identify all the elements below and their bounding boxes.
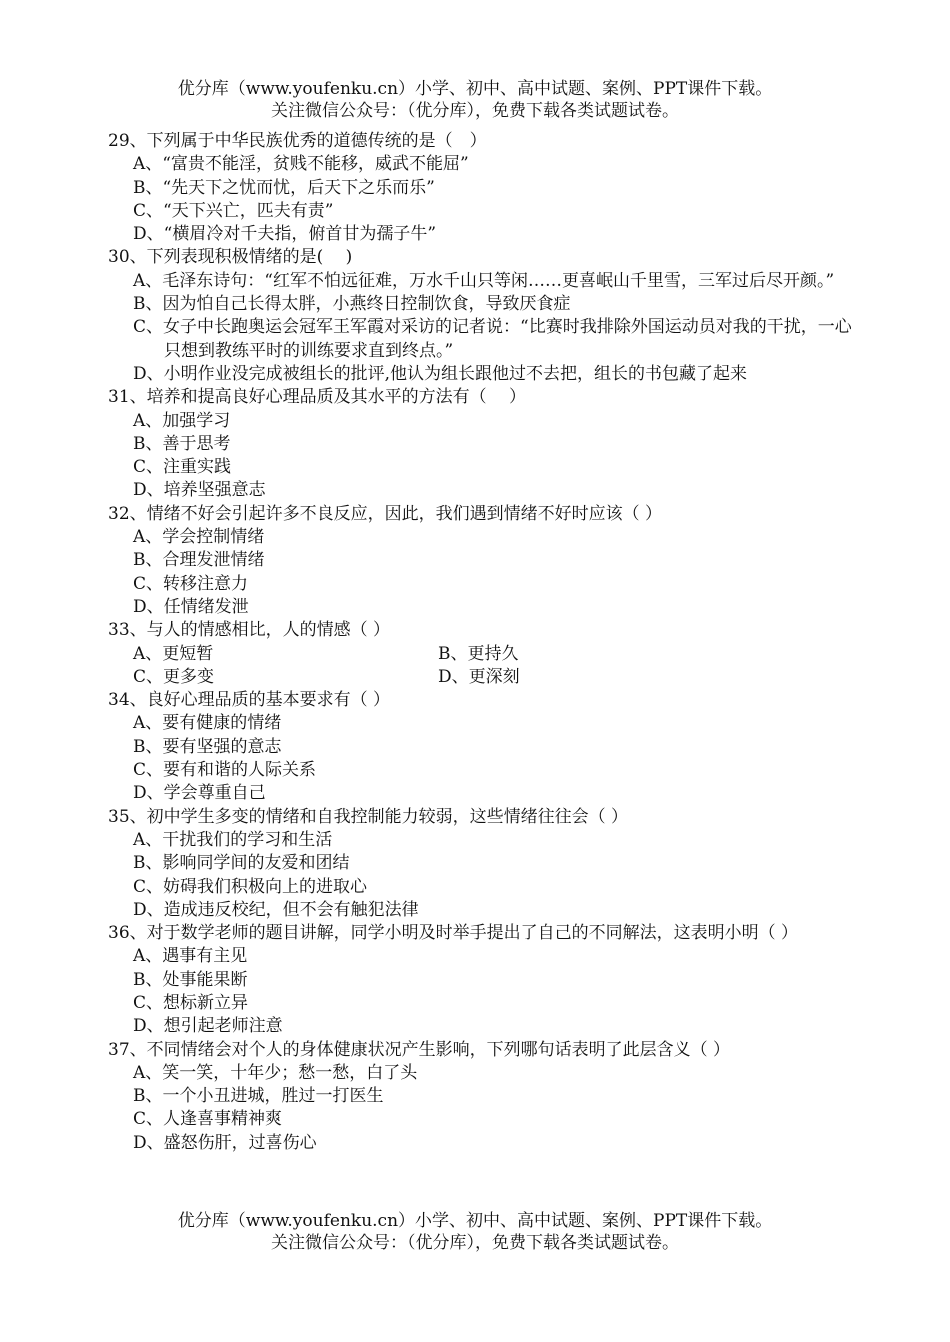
question-29 [108,130,860,246]
option-a: A、遇事有主见 [133,946,248,967]
option-c: C、女子中长跑奥运会冠军王军霞对采访的记者说：“比赛时我排除外国运动员对我的干扰，一心只想到教练平时的训练要求直到终点。” [133,317,852,361]
question-35 [108,806,860,922]
option-d: D、小明作业没完成被组长的批评,他认为组长跟他过不去把，组长的书包藏了起来 [133,363,748,384]
question-list [108,130,860,1155]
option-b: B、合理发泄情绪 [133,550,265,571]
header-line-1: 优分库（www.youfenku.cn）小学、初中、高中试题、案例、PPT课件下载。 [177,79,773,99]
question-stem: 34、良好心理品质的基本要求有（ ） [108,690,391,711]
option-b: B、“先天下之忧而忧，后天下之乐而乐” [133,177,435,198]
option-a: A、干扰我们的学习和生活 [133,829,333,850]
page-footer [0,1210,950,1254]
option-c: C、注重实践 [133,457,232,478]
option-d: D、培养坚强意志 [133,480,266,501]
option-c: C、想标新立异 [133,992,249,1013]
option-b: B、善于思考 [133,433,231,454]
option-b: B、影响同学间的友爱和团结 [133,853,350,874]
question-30 [108,246,860,386]
option-d: D、任情绪发泄 [133,596,249,617]
question-stem: 35、初中学生多变的情绪和自我控制能力较弱，这些情绪往往会（ ） [108,806,629,827]
header-line-2: 关注微信公众号：（优分库），免费下载各类试题试卷。 [271,101,679,121]
option-d: D、造成违反校纪，但不会有触犯法律 [133,899,419,920]
option-row [108,666,860,689]
option-d: D、更深刻 [438,666,520,687]
option-c: C、更多变 [133,666,215,687]
question-34 [108,689,860,805]
option-d: D、盛怒伤肝，过喜伤心 [133,1132,317,1153]
question-stem: 30、下列表现积极情绪的是( ) [108,247,353,268]
footer-line-2: 关注微信公众号：（优分库），免费下载各类试题试卷。 [271,1233,679,1253]
option-b: B、一个小丑进城，胜过一打医生 [133,1086,384,1107]
page-header [0,78,950,122]
option-c: C、人逢喜事精神爽 [133,1109,283,1130]
option-d: D、想引起老师注意 [133,1016,283,1037]
option-d: D、“横眉冷对千夫指，俯首甘为孺子牛” [133,224,437,245]
option-row [108,643,860,666]
option-c: C、妨碍我们积极向上的进取心 [133,876,368,897]
option-b: B、因为怕自己长得太胖，小燕终日控制饮食，导致厌食症 [133,294,571,315]
question-stem: 37、不同情绪会对个人的身体健康状况产生影响，下列哪句话表明了此层含义（ ） [108,1039,731,1060]
option-a: A、加强学习 [133,410,231,431]
option-b: B、处事能果断 [133,969,248,990]
option-b: B、更持久 [438,643,519,664]
question-stem: 36、对于数学老师的题目讲解，同学小明及时举手提出了自己的不同解法，这表明小明（ ） [108,923,799,944]
option-a: A、毛泽东诗句：“红军不怕远征难，万水千山只等闲……更喜岷山千里雪，三军过后尽开颜。” [133,270,835,291]
option-a: A、要有健康的情绪 [133,713,282,734]
question-stem: 33、与人的情感相比，人的情感（ ） [108,620,391,641]
question-33 [108,619,860,689]
question-37 [108,1039,860,1155]
option-b: B、要有坚强的意志 [133,736,282,757]
option-c: C、转移注意力 [133,573,249,594]
option-a: A、笑一笑，十年少；愁一愁，白了头 [133,1062,418,1083]
question-31 [108,386,860,502]
option-a: A、更短暂 [133,643,214,664]
option-d: D、学会尊重自己 [133,783,266,804]
question-stem: 31、培养和提高良好心理品质及其水平的方法有（ ） [108,387,527,408]
option-c: C、“天下兴亡，匹夫有责” [133,200,334,221]
question-stem: 29、下列属于中华民族优秀的道德传统的是（ ） [108,131,487,151]
question-32 [108,503,860,619]
option-c: C、要有和谐的人际关系 [133,760,317,781]
question-stem: 32、情绪不好会引起许多不良反应，因此，我们遇到情绪不好时应该（ ） [108,503,663,524]
footer-line-1: 优分库（www.youfenku.cn）小学、初中、高中试题、案例、PPT课件下载。 [177,1211,773,1231]
question-36 [108,922,860,1038]
option-a: A、“富贵不能淫，贫贱不能移，威武不能屈” [133,154,469,175]
option-a: A、学会控制情绪 [133,527,265,548]
